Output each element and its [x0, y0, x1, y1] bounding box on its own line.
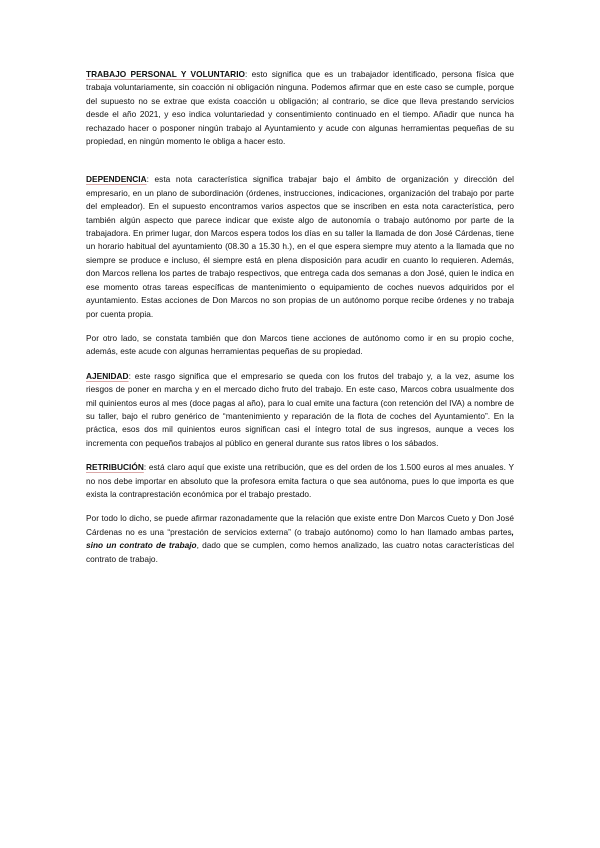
- text-conclusion-end: , dado que se cumplen, como hemos analizado, las cuatro notas características del contrato de trabajo.: [86, 540, 514, 564]
- spacer: [86, 359, 514, 370]
- text-conclusion-start: Por todo lo dicho, se puede afirmar razonadamente que la relación que existe entre Don Marcos Cueto y Don José Cárdenas no es una “prestación de servicios externa” (o trabajo autónomo) como lo han llamado ambas partes: [86, 513, 514, 537]
- paragraph-autonomo: [86, 332, 514, 359]
- conclusion-emphasis: , sino un contrato de trabajo: [86, 526, 514, 551]
- spacer: [86, 501, 514, 512]
- paragraph-dependencia: [86, 173, 514, 320]
- paragraph-conclusion: [86, 512, 514, 566]
- paragraph-retribucion: [86, 461, 514, 501]
- text-retribucion: : está claro aquí que existe una retribución, que es del orden de los 1.500 euros al mes anuales. Y no nos debe importar en absoluto que la profesora emita factura o que sea autónoma, pues lo que importa es que exista la contraprestación económica por el trabajo prestado.: [86, 462, 514, 499]
- spacer: [86, 450, 514, 461]
- spacer: [86, 321, 514, 332]
- text-ajenidad: : este rasgo significa que el empresario se queda con los frutos del trabajo y, a la vez, asume los riesgos de poner en marcha y en el mercado dicho fruto del trabajo. En este caso, Marcos cobra usualmente dos mil quinientos euros al mes (doce pagas al año), para lo cual emite una factura (con retención del IVA) a nombre de su taller, bajo el rubro genérico de “mantenimiento y reparación de la flota de coches del Ayuntamiento”. En la práctica, esos dos mil quinientos euros significan casi el íntegro total de sus ingresos, aunque a veces los incrementa con pequeños trabajos al público en general durante sus ratos libres o los sábados.: [86, 370, 514, 448]
- text-trabajo-personal: : esto significa que es un trabajador identificado, persona física que trabaja voluntariamente, sin coacción ni obligación ninguna. Podemos afirmar que en este caso se cumple, porque del supuesto no se extrae que exista coacción u obligación; al contrario, se dice que lleva prestando servicios desde el año 2021, y eso indica voluntariedad y consentimiento continuado en el tiempo. Añadir que nunca ha rechazado hacer o posponer ningún trabajo al Ayuntamiento y acude con algunas herramientas pequeñas de su propiedad, en ningún momento le obliga a hacer esto.: [86, 69, 514, 147]
- paragraph-ajenidad: [86, 370, 514, 450]
- text-autonomo: Por otro lado, se constata también que don Marcos tiene acciones de autónomo como ir en su propio coche, además, este acude con algunas herramientas pequeñas de su propiedad.: [86, 332, 514, 357]
- heading-retribucion: RETRIBUCIÓN: [86, 462, 144, 473]
- document-body: [86, 68, 514, 566]
- heading-dependencia: DEPENDENCIA: [86, 174, 147, 185]
- spacer: [86, 148, 514, 173]
- heading-trabajo-personal: TRABAJO PERSONAL Y VOLUNTARIO: [86, 69, 245, 79]
- heading-ajenidad: AJENIDAD: [86, 370, 129, 381]
- text-dependencia: : esta nota característica significa trabajar bajo el ámbito de organización y dirección del empresario, en un plano de subordinación (órdenes, instrucciones, indicaciones, organización del trabajo por parte del empleador). En el supuesto encontramos varios aspectos que se inscriben en esta nota característica, pero también algún aspecto que parece indicar que existe algo de autonomía o trabajo autónomo por parte de la trabajadora. En primer lugar, don Marcos espera todos los días en su taller la llamada de don José Cárdenas, tiene un horario habitual del ayuntamiento (08.30 a 15.30 h.), en el que espera siempre muy atento a la llamada que no siempre se produce e incluso, él siempre está en plena disposición para acudir en cuanto lo requieren. Además, don Marcos rellena los partes de trabajo respectivos, que entrega cada dos semanas a don José, quien le indica en ese momento otras tareas específicas de mantenimiento o equipamiento de coches nuevos adquiridos por el ayuntamiento. Estas acciones de Don Marcos no son propias de un autónomo porque recibe órdenes y no trabaja por cuenta propia.: [86, 174, 514, 319]
- paragraph-trabajo-personal: [86, 68, 514, 148]
